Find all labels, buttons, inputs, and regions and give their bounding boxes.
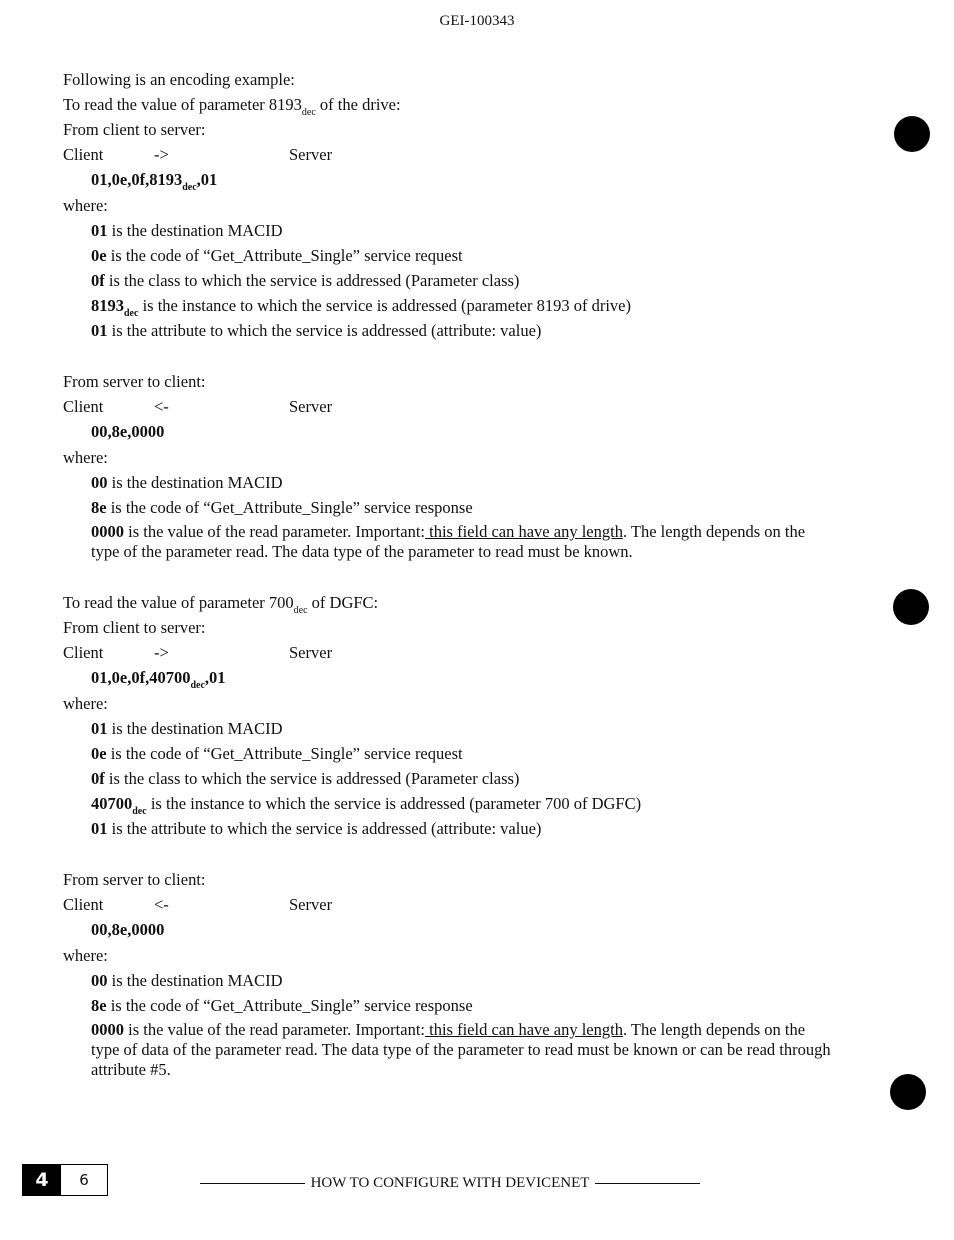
footer-rule-left	[200, 1183, 305, 1184]
arrow-to-client: <-	[154, 895, 169, 914]
where-label: where:	[63, 946, 108, 965]
arrow-to-server: ->	[154, 145, 169, 164]
server-to-client-label: From server to client:	[63, 372, 206, 391]
response-field-item: 8e is the code of “Get_Attribute_Single” service response	[91, 996, 473, 1015]
where-label: where:	[63, 196, 108, 215]
page-number-box	[22, 1164, 108, 1196]
footer-rule-right	[595, 1183, 700, 1184]
where-label: where:	[63, 448, 108, 467]
arrow-to-client: <-	[154, 397, 169, 416]
margin-bullet	[893, 589, 929, 625]
where-label: where:	[63, 694, 108, 713]
request-field-item: $8193_{dec}$ is the instance to which the service is addressed (parameter 8193 of drive)	[91, 296, 631, 319]
server-label: Server	[289, 643, 333, 662]
request-field-item: 01 is the destination MACID	[91, 719, 283, 738]
arrow-to-server: ->	[154, 643, 169, 662]
server-label: Server	[289, 397, 333, 416]
client-label: Client	[63, 145, 104, 164]
read-instruction-2: To read the value of parameter $700_{dec}$ of DGFC:	[63, 593, 379, 616]
request-field-item: 0e is the code of “Get_Attribute_Single” service request	[91, 744, 463, 763]
client-label: Client	[63, 397, 104, 416]
response-field-item: 8e is the code of “Get_Attribute_Single” service response	[91, 498, 473, 517]
margin-bullet	[890, 1074, 926, 1110]
request-frame: $01,0e,0f,40700_{dec},01$	[91, 668, 226, 691]
footer-title	[200, 1175, 700, 1192]
server-to-client-label: From server to client:	[63, 870, 206, 889]
response-value-description: 0000 is the value of the read parameter. Important: this field can have any length. The length depends on the type of data of the parameter read. The data type of the parameter to read must be known or can be read through attribute #5.	[91, 1020, 831, 1079]
response-frame: 00,8e,0000	[91, 422, 165, 441]
client-to-server-label: From client to server:	[63, 618, 206, 637]
intro-text: Following is an encoding example:	[63, 70, 295, 89]
request-field-item: $40700_{dec}$ is the instance to which the service is addressed (parameter 700 of DGFC)	[91, 794, 642, 817]
request-field-item: 01 is the attribute to which the service is addressed (attribute: value)	[91, 819, 542, 838]
request-field-item: 0f is the class to which the service is addressed (Parameter class)	[91, 271, 520, 290]
response-value-description: 0000 is the value of the read parameter. Important: this field can have any length. The length depends on the type of the parameter read. The data type of the parameter to read must be known.	[91, 522, 806, 561]
response-frame: 00,8e,0000	[91, 920, 165, 939]
client-to-server-label: From client to server:	[63, 120, 206, 139]
client-label: Client	[63, 643, 104, 662]
footer-title-text: HOW TO CONFIGURE WITH DEVICENET	[310, 1175, 590, 1191]
client-label: Client	[63, 895, 104, 914]
request-field-item: 01 is the attribute to which the service is addressed (attribute: value)	[91, 321, 542, 340]
margin-bullet	[894, 116, 930, 152]
read-instruction-1: To read the value of parameter $8193_{dec}$ of the drive:	[63, 95, 401, 118]
request-frame: $01,0e,0f,8193_{dec},01$	[91, 170, 218, 193]
page-number: 6	[79, 1171, 89, 1189]
request-field-item: 0f is the class to which the service is addressed (Parameter class)	[91, 769, 520, 788]
response-field-item: 00 is the destination MACID	[91, 971, 283, 990]
server-label: Server	[289, 895, 333, 914]
document-id: GEI-100343	[439, 13, 515, 29]
request-field-item: 0e is the code of “Get_Attribute_Single” service request	[91, 246, 463, 265]
server-label: Server	[289, 145, 333, 164]
response-field-item: 00 is the destination MACID	[91, 473, 283, 492]
chapter-number: 4	[23, 1165, 61, 1195]
request-field-item: 01 is the destination MACID	[91, 221, 283, 240]
